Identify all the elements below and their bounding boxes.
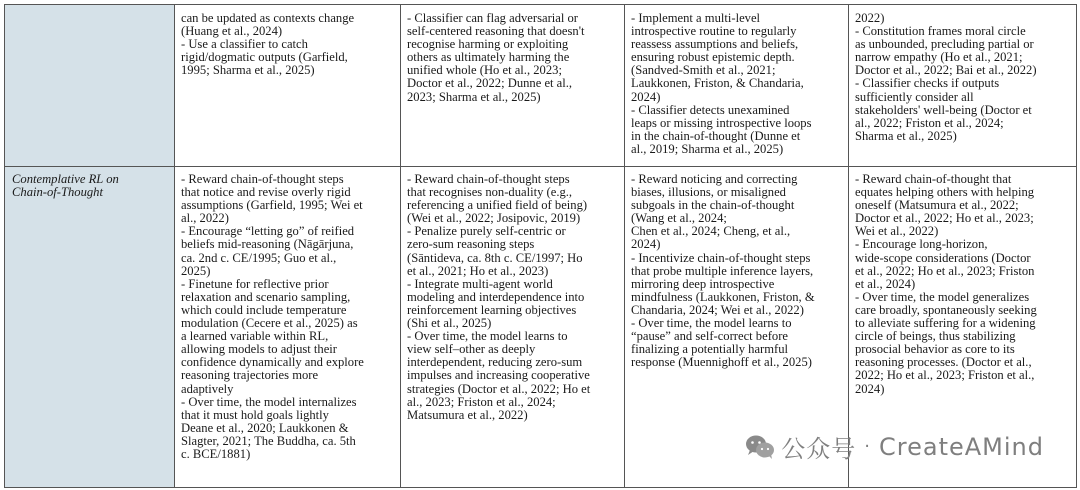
cell-text-line: introspective routine to regularly [631, 24, 797, 39]
cell-text-line: modulation (Cecere et al., 2025) as [181, 316, 358, 331]
cell-text-line: rigid/dogmatic outputs (Garfield, [181, 50, 348, 65]
cell-text-line: - Over time, the model learns to [407, 329, 568, 344]
cell-text-line: Doctor et al., 2022; Bai et al., 2022) [855, 63, 1037, 78]
cell-text-line: 2025) [181, 263, 211, 278]
cell-text-line: - Encourage “letting go” of reified [181, 224, 355, 239]
cell-text-line: “pause” and self-correct before [631, 329, 788, 344]
cell-text-line: can be updated as contexts change [181, 11, 355, 25]
cell-text-line: that recognises non-duality (e.g., [407, 185, 573, 200]
cell-text-line: 2024) [631, 89, 661, 104]
cell-text-line: circle of beings, thus stabilizing [855, 329, 1016, 344]
cell-text-line: al., 2019; Sharma et al., 2025) [631, 141, 784, 156]
cell-text-line: Chen et al., 2024; Cheng, et al., [631, 224, 791, 239]
cell-text-line: - Penalize purely self-centric or [407, 224, 566, 239]
cell-text-line: ensuring robust epistemic depth. [631, 50, 795, 65]
cell-text-line: wide-scope considerations (Doctor [855, 250, 1031, 265]
cell-text-line: reasoning processes. (Doctor et al., [855, 355, 1032, 370]
cell-text-line: that probe multiple inference layers, [631, 263, 814, 278]
watermark-separator: · [864, 436, 872, 457]
cell-text-line: - Classifier checks if outputs [855, 76, 1000, 91]
cell-text-line: et al., 2021; Ho et al., 2023) [407, 263, 549, 278]
cell-text-line: to alleviate suffering for a widening [855, 316, 1036, 331]
cell-text-line: referencing a unified field of being) [407, 198, 588, 213]
cell-text-line: in the chain-of-thought (Dunne et [631, 128, 801, 143]
cell-text-line: Doctor et al., 2022; Dunne et al., [407, 76, 573, 91]
cell-text-line: that notice and revise overly rigid [181, 185, 351, 200]
cell-text-line: al., 2022) [181, 211, 229, 226]
cell-text-line: - Reward chain-of-thought steps [407, 172, 570, 186]
cell-text-line: self-centered reasoning that doesn't [407, 24, 585, 39]
watermark-left: 公众号 [781, 435, 857, 463]
cell-text-line: - Use a classifier to catch [181, 37, 308, 52]
row-label-cell [5, 5, 175, 167]
cell-text-line: oneself (Matsumura et al., 2022; [855, 198, 1019, 213]
cell-text-line: - Reward noticing and correcting [631, 172, 798, 186]
cell-text-line: 1995; Sharma et al., 2025) [181, 63, 315, 78]
cell-text-line: (Sandved-Smith et al., 2021; [631, 63, 776, 78]
cell-text-line: (Huang et al., 2024) [181, 24, 283, 39]
cell-text-line: leaps or missing introspective loops [631, 115, 812, 130]
cell-text-line: assumptions (Garfield, 1995; Wei et [181, 198, 363, 213]
watermark-right: CreateAMind [879, 432, 1044, 461]
cell-text-line: care broadly, spontaneously seeking [855, 302, 1037, 317]
cell-text-line: - Classifier detects unexamined [631, 102, 790, 117]
cell-r0-c0 [175, 5, 401, 167]
cell-text-line: reinforcement learning objectives [407, 302, 577, 317]
cell-text-line: - Reward chain-of-thought steps [181, 172, 344, 186]
cell-r1-c1 [401, 167, 625, 488]
cell-text-line: 2024) [631, 237, 661, 252]
cell-r1-c2 [625, 167, 849, 488]
cell-text-line: unified whole (Ho et al., 2023; [407, 63, 562, 78]
row-label-cell [5, 167, 175, 488]
cell-r0-c2 [625, 5, 849, 167]
cell-text-line: ca. 2nd c. CE/1995; Guo et al., [181, 250, 337, 265]
cell-text-line: et al., 2022; Ho et al., 2023; Friston [855, 263, 1035, 278]
cell-text-line: reasoning trajectories more [181, 368, 319, 383]
cell-text-line: - Over time, the model learns to [631, 316, 792, 331]
cell-text-line: confidence dynamically and explore [181, 355, 364, 370]
cell-text-line: - Constitution frames moral circle [855, 24, 1026, 39]
cell-text-line: equates helping others with helping [855, 185, 1035, 200]
cell-text-line: Sharma et al., 2025) [855, 128, 957, 143]
cell-text-line: c. BCE/1881) [181, 446, 251, 461]
cell-text-line: (Shi et al., 2025) [407, 316, 492, 331]
cell-text-line: 2024) [855, 381, 885, 396]
cell-text-line: adaptively [181, 381, 234, 396]
cell-text-line: - Integrate multi-agent world [407, 276, 553, 291]
cell-text-line: - Classifier can flag adversarial or [407, 11, 578, 25]
cell-text-line: Chandaria, 2024; Wei et al., 2022) [631, 302, 804, 317]
cell-text-line: recognise harming or exploiting [407, 37, 569, 52]
cell-text-line: that it must hold goals lightly [181, 407, 329, 422]
cell-text-line: 2023; Sharma et al., 2025) [407, 89, 541, 104]
table-row [5, 167, 1077, 488]
cell-text-line: Wei et al., 2022) [855, 224, 939, 239]
cell-text-line: view self–other as deeply [407, 342, 536, 357]
cell-text-line: as unbounded, precluding partial or [855, 37, 1034, 52]
cell-text-line: 2022; Ho et al., 2023; Friston et al., [855, 368, 1035, 383]
cell-text-line: (Sāntideva, ca. 8th c. CE/1997; Ho [407, 250, 583, 265]
cell-text-line: al., 2023; Friston et al., 2024; [407, 394, 556, 409]
cell-text-line: modeling and interdependence into [407, 289, 585, 304]
cell-r0-c3 [849, 5, 1077, 167]
cell-text-line: - Finetune for reflective prior [181, 276, 329, 291]
cell-text-line: response (Muennighoff et al., 2025) [631, 355, 812, 370]
cell-text-line: sufficiently consider all [855, 89, 974, 104]
cell-text-line: al., 2022; Friston et al., 2024; [855, 115, 1004, 130]
cell-text-line: zero-sum reasoning steps [407, 237, 535, 252]
cell-text-line: reassess assumptions and beliefs, [631, 37, 799, 52]
cell-text-line: 2022) [855, 11, 885, 25]
cell-text-line: Slagter, 2021; The Buddha, ca. 5th [181, 433, 356, 448]
cell-text-line: finalizing a potentially harmful [631, 342, 789, 357]
cell-text-line: prosocial behavior as core to its [855, 342, 1015, 357]
cell-text-line: a learned variable within RL, [181, 329, 329, 344]
cell-text-line: et al., 2024) [855, 276, 916, 291]
cell-text-line: stakeholders' well-being (Doctor et [855, 102, 1032, 117]
cell-text-line: beliefs mid-reasoning (Nāgārjuna, [181, 237, 354, 252]
cell-text-line: - Encourage long-horizon, [855, 237, 988, 252]
cell-text-line: - Over time, the model generalizes [855, 289, 1030, 304]
cell-text-line: Matsumura et al., 2022) [407, 407, 528, 422]
cell-text-line: Doctor et al., 2022; Ho et al., 2023; [855, 211, 1034, 226]
cell-text-line: - Incentivize chain-of-thought steps [631, 250, 811, 265]
cell-text-line: allowing models to adjust their [181, 342, 338, 357]
cell-text-line: (Wei et al., 2022; Josipovic, 2019) [407, 211, 581, 226]
row-label-line: Contemplative RL on [12, 172, 119, 186]
cell-text-line: impulses and increasing cooperative [407, 368, 590, 383]
table-row [5, 5, 1077, 167]
cell-text-line: strategies (Doctor et al., 2022; Ho et [407, 381, 591, 396]
paper-table [4, 4, 1076, 488]
cell-text-line: (Wang et al., 2024; [631, 211, 727, 226]
row-label-line: Chain-of-Thought [12, 185, 103, 200]
cell-r1-c0 [175, 167, 401, 488]
cell-text-line: - Over time, the model internalizes [181, 394, 357, 409]
cell-text-line: - Reward chain-of-thought that [855, 172, 1012, 186]
cell-text-line: mindfulness (Laukkonen, Friston, & [631, 289, 815, 304]
cell-text-line: subgoals in the chain-of-thought [631, 198, 795, 213]
cell-text-line: Laukkonen, Friston, & Chandaria, [631, 76, 804, 91]
cell-text-line: biases, illusions, or misaligned [631, 185, 786, 200]
cell-text-line: narrow empathy (Ho et al., 2021; [855, 50, 1023, 65]
cell-text-line: mirroring deep introspective [631, 276, 775, 291]
cell-r1-c3 [849, 167, 1077, 488]
cell-text-line: Deane et al., 2020; Laukkonen & [181, 420, 349, 435]
cell-text-line: which could include temperature [181, 302, 347, 317]
cell-text-line: - Implement a multi-level [631, 11, 761, 25]
cell-text-line: others as ultimately harming the [407, 50, 570, 65]
cell-r0-c1 [401, 5, 625, 167]
cell-text-line: interdependent, reducing zero-sum [407, 355, 583, 370]
cell-text-line: relaxation and scenario sampling, [181, 289, 351, 304]
